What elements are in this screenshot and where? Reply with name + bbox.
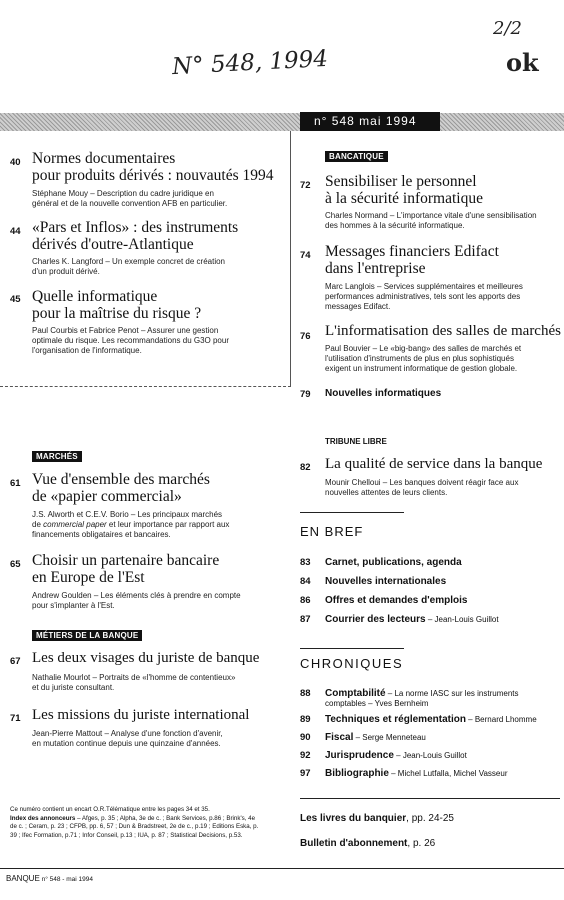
article-page: 45 — [10, 294, 21, 305]
header-band — [0, 113, 564, 131]
article-title: Normes documentaires pour produits dérivés : nouvautés 1994 — [32, 150, 274, 184]
section-label-metiers: MÉTIERS DE LA BANQUE — [32, 630, 142, 641]
article-desc: Paul Bouvier – Le «big-bang» des salles de marchés et l'utilisation d'instruments de plus en plus sophistiqués exigent un instrument informatique de gestion globale. — [325, 344, 522, 373]
footer-links-rule — [300, 798, 560, 799]
article-title: Les deux visages du juriste de banque — [32, 650, 260, 666]
article-desc: Nathalie Mourlot – Portraits de «l'homme de contentieux» et du juriste consultant. — [32, 673, 236, 692]
list-item: 97 Bibliographie – Michel Lutfalla, Michel Vasseur — [300, 768, 508, 779]
article-page: 71 — [10, 713, 21, 724]
list-item: 88 Comptabilité – La norme IASC sur les instruments comptables – Yves Bernheim — [300, 688, 519, 708]
article-page: 72 — [300, 180, 311, 191]
bulletin-abonnement: Bulletin d'abonnement, p. 26 — [300, 838, 436, 849]
article-title: Quelle informatique pour la maîtrise du risque ? — [32, 288, 202, 322]
journal-footer: BANQUE n° 548 - mai 1994 — [6, 874, 93, 883]
insert-notice: Ce numéro contient un encart O.R.Télématique entre les pages 34 et 35. Index des annonceurs – Afges, p. 35 ; Alpha, 3e de c. ; Bank Services, p.86 ; Brink's, 4e de c. ; Ceram, p. 23 ; CFPB, pp. 6, 57 ; Dun & Bradstreet, 2e de c., p.19 ; Editions Eska, p. 39 ; Ifec Formation, p.71 ; Infor Conseil, p.13 ; IUA, p. 87 ; Statistical Decisions, p.53. — [10, 806, 259, 839]
article-page: 61 — [10, 478, 21, 489]
article-title: Choisir un partenaire bancaire en Europe de l'Est — [32, 552, 220, 586]
article-desc: Mounir Chelloui – Les banques doivent réagir face aux nouvelles attentes de leurs clients. — [325, 478, 519, 497]
en-bref-heading: EN BREF — [300, 524, 364, 539]
list-item: 90 Fiscal – Serge Menneteau — [300, 732, 426, 743]
section-label-tribune: TRIBUNE LIBRE — [325, 437, 387, 446]
en-bref-list — [300, 552, 560, 628]
issue-line: n° 548 mai 1994 — [314, 114, 417, 128]
article-title: Vue d'ensemble des marchés de «papier commercial» — [32, 471, 210, 505]
article-page: 44 — [10, 226, 21, 237]
section-label-bancatique: BANCATIQUE — [325, 151, 388, 162]
article-title: L'informatisation des salles de marchés — [325, 323, 561, 339]
article-title: Sensibiliser le personnel à la sécurité informatique — [325, 173, 483, 207]
list-item: 84 Nouvelles internationales — [300, 576, 447, 587]
article-title: La qualité de service dans la banque — [325, 456, 543, 472]
article-desc: Marc Langlois – Services supplémentaires et meilleures performances administratives, tels sont les apports des messages Edifact. — [325, 282, 523, 311]
article-page: 82 — [300, 462, 311, 473]
article-title: Nouvelles informatiques — [325, 388, 442, 399]
article-desc: Andrew Goulden – Les éléments clés à prendre en compte pour s'implanter à l'Est. — [32, 591, 241, 610]
chroniques-heading: CHRONIQUES — [300, 656, 404, 671]
article-page: 74 — [300, 250, 311, 261]
article-desc: Charles Normand – L'importance vitale d'une sensibilisation des hommes à la sécurité informatique. — [325, 211, 537, 230]
article-title: «Pars et Inflos» : des instruments dérivés d'outre-Atlantique — [32, 219, 239, 253]
livres-du-banquier: Les livres du banquier, pp. 24-25 — [300, 813, 454, 824]
article-desc: Paul Courbis et Fabrice Penot – Assurer une gestion optimale du risque. Les recommandations du G3O pour l'organisation de l'informatique. — [32, 326, 229, 355]
list-item: 83 Carnet, publications, agenda — [300, 557, 462, 568]
chroniques-list — [300, 683, 564, 781]
article-page: 67 — [10, 656, 21, 667]
article-desc: Jean-Pierre Mattout – Analyse d'une fonction d'avenir, en mutation continue depuis une quinzaine d'années. — [32, 729, 223, 748]
article-page: 65 — [10, 559, 21, 570]
list-item: 86 Offres et demandes d'emplois — [300, 595, 468, 606]
section-label-marches: MARCHÉS — [32, 451, 82, 462]
issue-line-box — [300, 112, 440, 131]
handwritten-issue-note: N° 548, 1994 — [171, 45, 329, 81]
article-page: 76 — [300, 331, 311, 342]
article-title: Messages financiers Edifact dans l'entreprise — [325, 243, 499, 277]
handwritten-corner-mark: ok — [506, 48, 539, 77]
en-bref-rule — [300, 512, 404, 513]
article-desc: Charles K. Langford – Un exemple concret de création d'un produit dérivé. — [32, 257, 225, 276]
bottom-rule — [0, 868, 564, 869]
handwritten-corner-fraction: 2/2 — [493, 18, 522, 39]
article-page: 40 — [10, 157, 21, 168]
list-item: 87 Courrier des lecteurs – Jean-Louis Guillot — [300, 614, 499, 625]
article-desc: J.S. Alworth et C.E.V. Borio – Les principaux marchés de commercial paper et leur importance par rapport aux financements obligataires et bancaires. — [32, 510, 230, 539]
list-item: 89 Techniques et réglementation – Bernard Lhomme — [300, 714, 537, 725]
chroniques-rule — [300, 648, 404, 649]
article-page: 79 — [300, 389, 311, 400]
article-title: Les missions du juriste international — [32, 707, 250, 723]
article-desc: Stéphane Mouy – Description du cadre juridique en général et de la nouvelle convention AFB en particulier. — [32, 189, 228, 208]
list-item: 92 Jurisprudence – Jean-Louis Guillot — [300, 750, 467, 761]
